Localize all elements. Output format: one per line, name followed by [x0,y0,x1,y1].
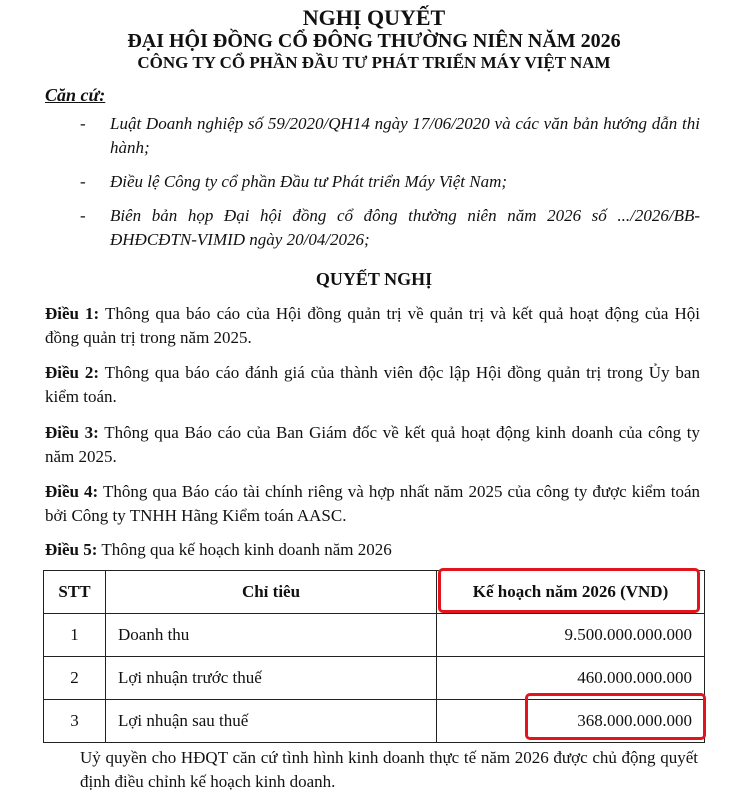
article-5 [45,538,700,562]
article-label: Điều 5: [45,540,98,559]
highlight-box-plan-header [438,568,700,613]
table-row [44,614,705,657]
article-text: Thông qua báo cáo của Hội đồng quản trị về quản trị và kết quả hoạt động của Hội đồng quản trị trong năm 2025. [45,304,700,347]
company-name: CÔNG TY CỔ PHẦN ĐẦU TƯ PHÁT TRIỂN MÁY VIỆT NAM [137,53,611,72]
row-value: 9.500.000.000.000 [437,614,705,657]
header-plan-2026: Kế hoạch năm 2026 (VND) [437,571,705,614]
article-label: Điều 2: [45,363,100,382]
row-value: 368.000.000.000 [437,700,705,743]
basis-item [80,204,700,252]
row-stt: 2 [44,657,106,700]
article-text: Thông qua báo cáo đánh giá của thành viên độc lập Hội đồng quản trị trong Ủy ban kiểm toán. [45,363,700,406]
article-text: Thông qua kế hoạch kinh doanh năm 2026 [101,540,392,559]
resolution-heading: QUYẾT NGHỊ [315,269,433,289]
row-stt: 3 [44,700,106,743]
row-indicator: Doanh thu [106,614,437,657]
article-text: Thông qua Báo cáo tài chính riêng và hợp nhất năm 2025 của công ty được kiểm toán bởi Công ty TNHH Hãng Kiểm toán AASC. [45,482,700,525]
document-subtitle: ĐẠI HỘI ĐỒNG CỔ ĐÔNG THƯỜNG NIÊN NĂM 2026 [127,30,621,52]
article-2 [45,361,700,409]
article-label: Điều 1: [45,304,100,323]
authorization-note: Uỷ quyền cho HĐQT căn cứ tình hình kinh doanh thực tế năm 2026 được chủ động quyết định điều chỉnh kế hoạch kinh doanh. [80,748,698,791]
highlight-box-net-profit [525,693,706,740]
article-3 [45,421,700,469]
basis-heading: Căn cứ: [45,85,106,105]
row-indicator: Lợi nhuận sau thuế [106,700,437,743]
article-text: Thông qua Báo cáo của Ban Giám đốc về kết quả hoạt động kinh doanh của công ty năm 2025. [45,423,700,466]
article-1 [45,302,700,350]
basis-item-text: Luật Doanh nghiệp số 59/2020/QH14 ngày 17/06/2020 và các văn bản hướng dẫn thi hành; [110,114,700,157]
bullet-dash: - [80,206,86,225]
header-indicator: Chỉ tiêu [106,571,437,614]
article-label: Điều 3: [45,423,99,442]
basis-item [80,170,700,194]
bullet-dash: - [80,172,86,191]
article-4 [45,480,700,528]
article-label: Điều 4: [45,482,99,501]
basis-item-text: Biên bản họp Đại hội đồng cổ đông thường niên năm 2026 số .../2026/BB-ĐHĐCĐTN-VIMID ngày 20/04/2026; [110,206,700,249]
header-stt: STT [44,571,106,614]
basis-item-text: Điều lệ Công ty cổ phần Đầu tư Phát triển Máy Việt Nam; [110,172,508,191]
row-value: 460.000.000.000 [437,657,705,700]
document-title: NGHỊ QUYẾT [302,5,446,30]
row-stt: 1 [44,614,106,657]
row-indicator: Lợi nhuận trước thuế [106,657,437,700]
basis-item [80,112,700,160]
bullet-dash: - [80,114,86,133]
